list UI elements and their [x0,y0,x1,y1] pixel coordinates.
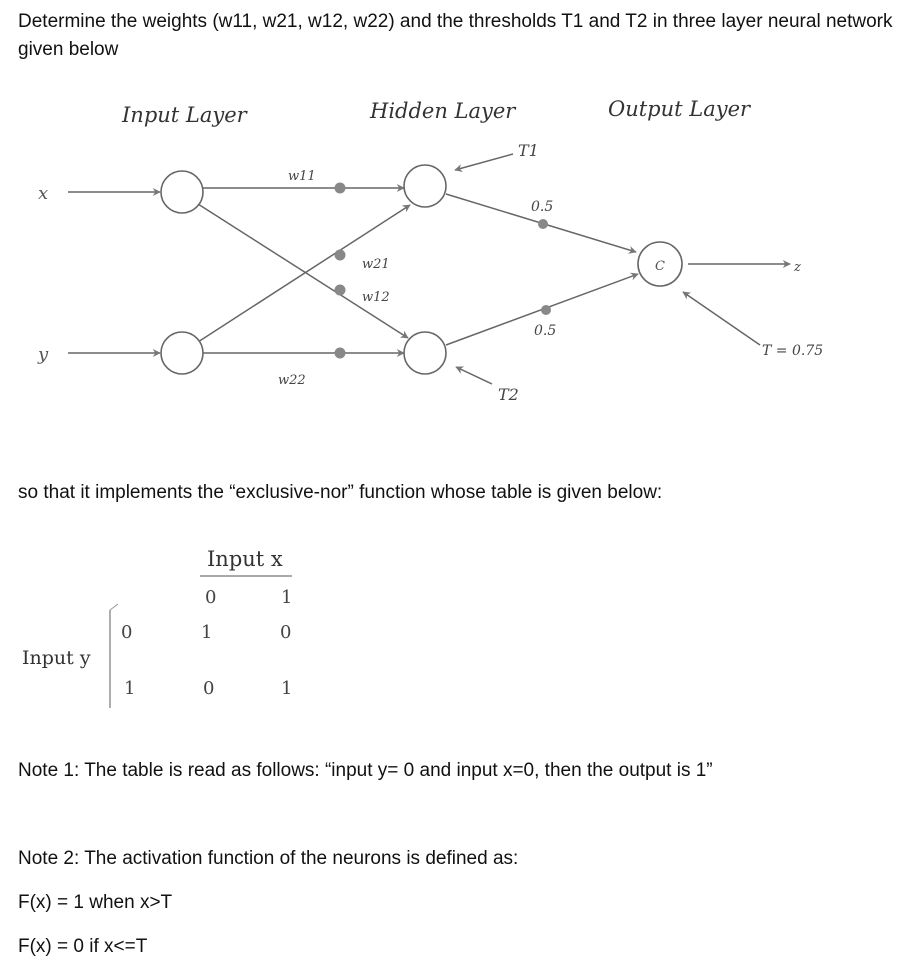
t-out-label: T = 0.75 [762,343,824,359]
problem-statement: Determine the weights (w11, w21, w12, w22) and the thresholds T1 and T2 in three layer neural network given below [18,11,893,60]
x-value-1: 1 [281,587,293,608]
t2-label: T2 [498,385,519,404]
table-row-header: Input y [22,647,91,669]
table-col-header: Input x [207,547,283,571]
note-1: Note 1: The table is read as follows: “input y= 0 and input x=0, then the output is 1” [18,760,713,781]
output-z-label: z [794,260,801,275]
input-layer-label: Input Layer [122,103,247,127]
activation-rule-2: F(x) = 0 if x<=T [18,936,148,957]
y-value-1: 1 [124,678,136,699]
table-intro: so that it implements the “exclusive-nor” function whose table is given below: [18,482,663,503]
w11-label: w11 [288,169,316,184]
output-weight-top-label: 0.5 [531,199,554,215]
output-weight-bottom-label: 0.5 [534,323,557,339]
activation-rule-1: F(x) = 1 when x>T [18,892,173,913]
y-value-0: 0 [121,622,133,643]
cell-y0-x0: 1 [201,622,213,643]
x-value-0: 0 [205,587,217,608]
cell-y0-x1: 0 [280,622,292,643]
w12-label: w12 [362,290,390,305]
input-y-label: y [38,344,49,365]
cell-y1-x1: 1 [281,678,293,699]
hidden-layer-label: Hidden Layer [370,99,516,123]
output-layer-label: Output Layer [608,97,751,121]
t1-label: T1 [518,141,539,160]
output-neuron-label: C [655,259,665,274]
table-row-rule-tick [110,604,118,610]
w21-label: w21 [362,257,390,272]
cell-y1-x0: 0 [203,678,215,699]
w22-label: w22 [278,373,306,388]
note-2: Note 2: The activation function of the neurons is defined as: [18,848,519,869]
input-x-label: x [38,183,49,204]
